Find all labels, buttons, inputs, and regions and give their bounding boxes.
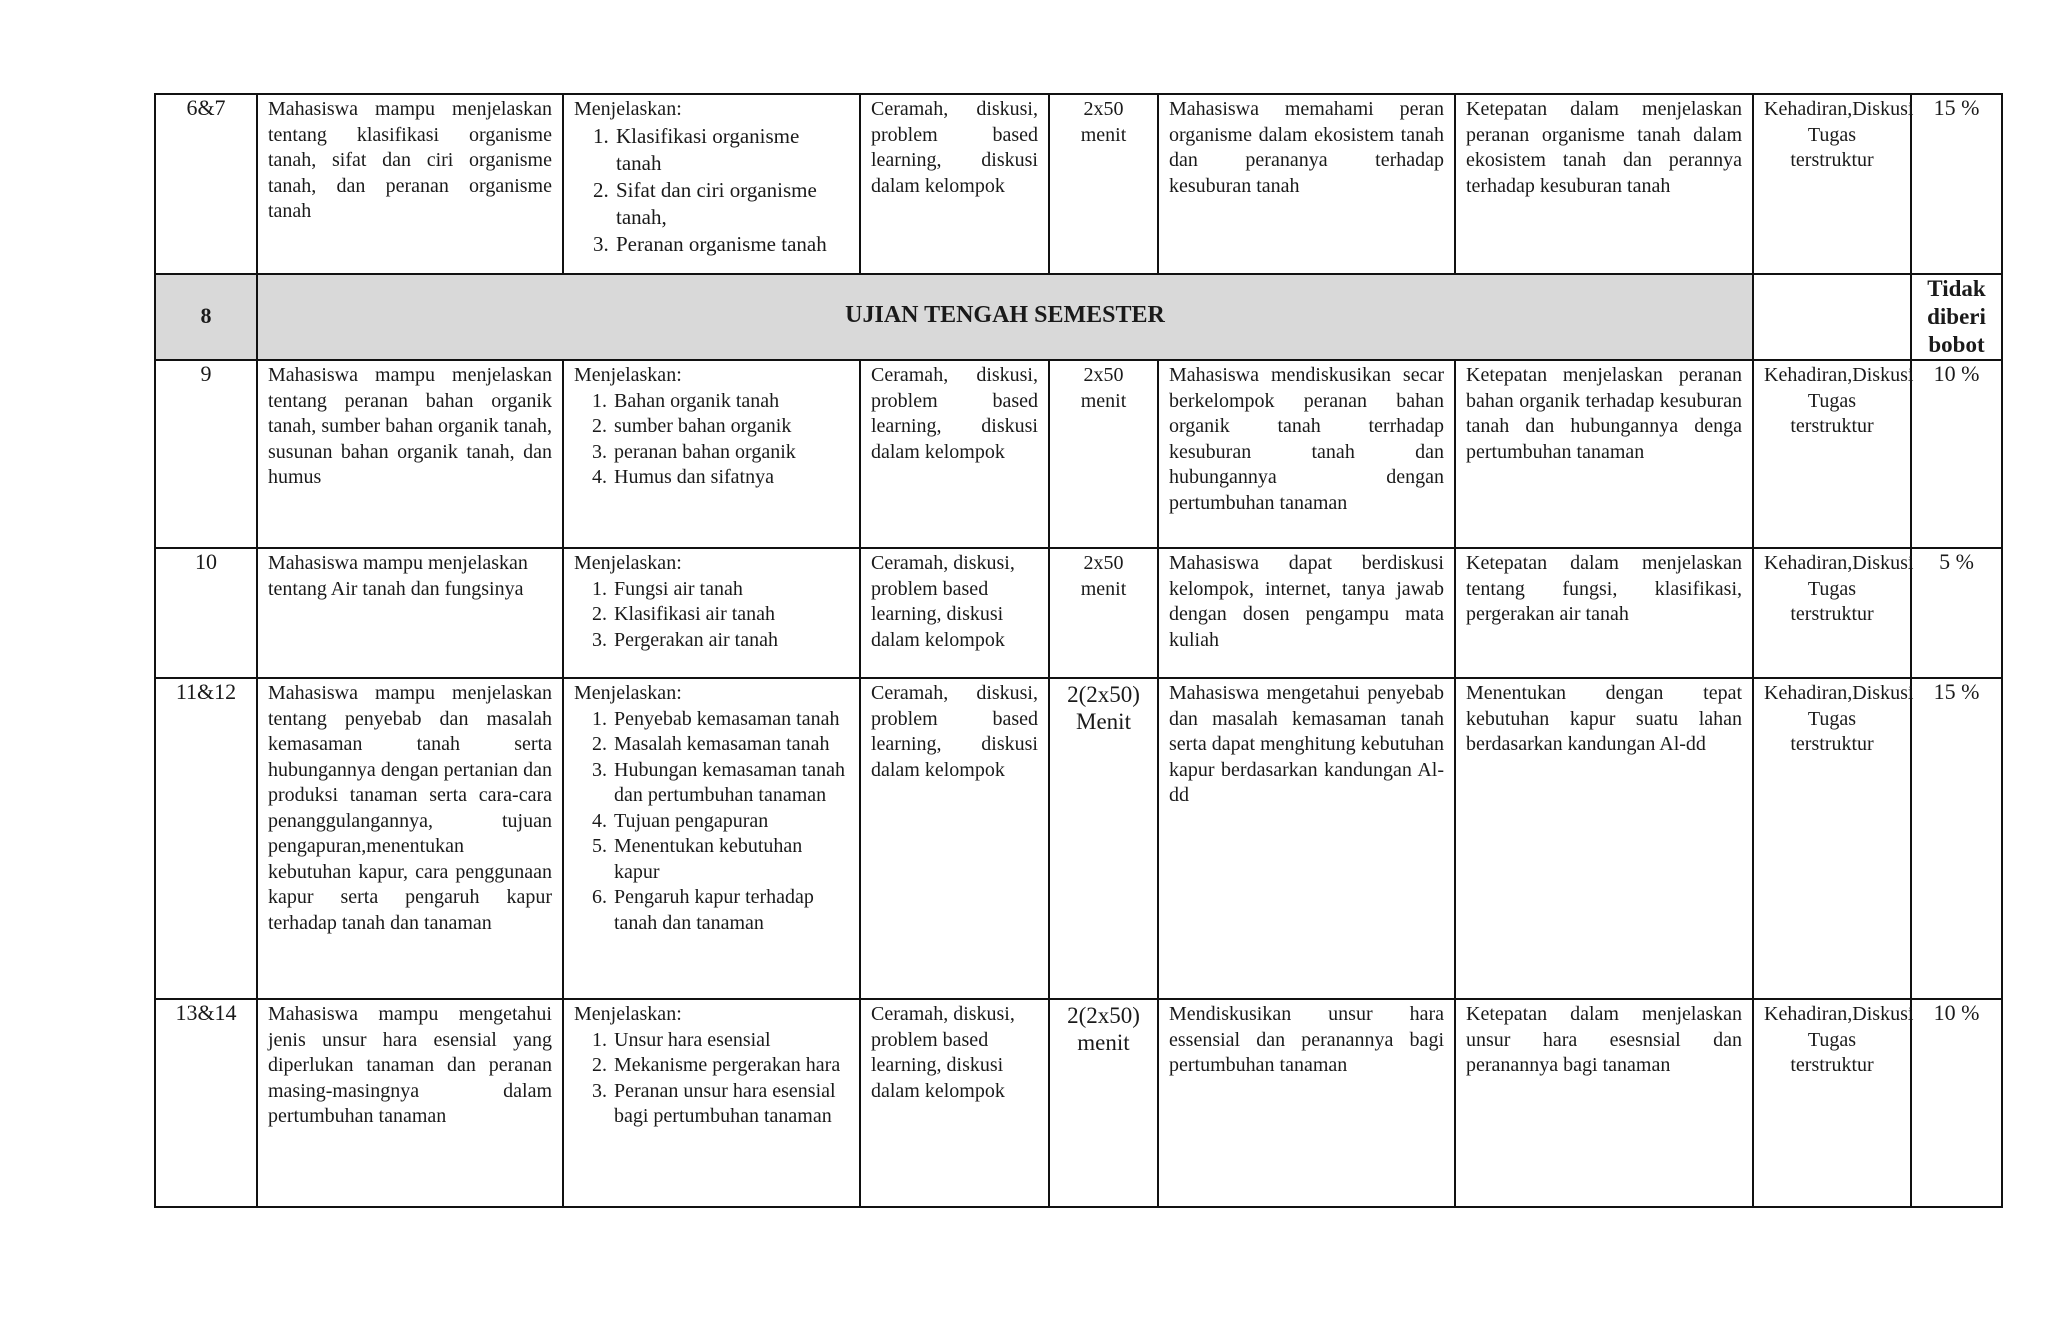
list-item: 3. Peranan organisme tanah: [614, 231, 849, 258]
kriteria-cell: Ketepatan menjelaskan peranan bahan organik terhadap kesuburan tanah dan hubungannya denga pertumbuhan tanaman: [1455, 360, 1753, 548]
materi-list: [574, 1028, 849, 1130]
list-item: 6. Pengaruh kapur terhadap tanah dan tanaman: [612, 885, 849, 936]
metode-cell: Ceramah, diskusi, problem based learning, diskusi dalam kelompok: [860, 94, 1049, 274]
list-item: 3. Pergerakan air tanah: [612, 628, 849, 654]
waktu-cell: 2(2x50) menit: [1049, 999, 1158, 1207]
list-item: 1. Klasifikasi organisme tanah: [614, 123, 849, 177]
list-item: 2. Masalah kemasaman tanah: [612, 732, 849, 758]
week-cell: 9: [155, 360, 257, 548]
materi-cell: [563, 94, 860, 274]
bobot-cell: 5 %: [1911, 548, 2002, 678]
materi-cell: [563, 360, 860, 548]
bobot-cell: 10 %: [1911, 360, 2002, 548]
list-item: 3. Hubungan kemasaman tanah dan pertumbuhan tanaman: [612, 758, 849, 809]
indikator-cell: Kehadiran,Diskusi Tugas terstruktur: [1753, 999, 1911, 1207]
waktu-cell: 2x50 menit: [1049, 94, 1158, 274]
list-item: 3. Peranan unsur hara esensial bagi pertumbuhan tanaman: [612, 1079, 849, 1130]
week-cell: 8: [155, 274, 257, 360]
table-row: [155, 548, 2002, 678]
materi-cell: [563, 999, 860, 1207]
capaian-cell: Mahasiswa mampu menjelaskan tentang klasifikasi organisme tanah, sifat dan ciri organisme tanah, dan peranan organisme tanah: [257, 94, 563, 274]
materi-cell: [563, 548, 860, 678]
week-cell: 10: [155, 548, 257, 678]
capaian-cell: Mahasiswa mampu menjelaskan tentang peranan bahan organik tanah, sumber bahan organik tanah, susunan bahan organik tanah, dan humus: [257, 360, 563, 548]
blank-cell: [1753, 274, 1911, 360]
uts-title: UJIAN TENGAH SEMESTER: [257, 274, 1753, 360]
bobot-cell: Tidak diberi bobot: [1911, 274, 2002, 360]
week-cell: 13&14: [155, 999, 257, 1207]
capaian-cell: Mahasiswa mampu menjelaskan tentang Air tanah dan fungsinya: [257, 548, 563, 678]
uts-row: [155, 274, 2002, 360]
waktu-cell: 2x50 menit: [1049, 548, 1158, 678]
kriteria-cell: Menentukan dengan tepat kebutuhan kapur suatu lahan berdasarkan kandungan Al-dd: [1455, 678, 1753, 999]
table-row: [155, 999, 2002, 1207]
list-item: 1. Penyebab kemasaman tanah: [612, 707, 849, 733]
materi-lead: Menjelaskan:: [574, 364, 682, 386]
pengalaman-cell: Mahasiswa mengetahui penyebab dan masalah kemasaman tanah serta dapat menghitung kebutuhan kapur berdasarkan kandungan Al-dd: [1158, 678, 1455, 999]
list-item: 2. sumber bahan organik: [612, 414, 849, 440]
indikator-cell: Kehadiran,Diskusi Tugas terstruktur: [1753, 94, 1911, 274]
capaian-cell: Mahasiswa mampu mengetahui jenis unsur hara esensial yang diperlukan tanaman dan peranan masing-masingnya dalam pertumbuhan tanaman: [257, 999, 563, 1207]
bobot-cell: 15 %: [1911, 678, 2002, 999]
list-item: 2. Mekanisme pergerakan hara: [612, 1053, 849, 1079]
waktu-cell: 2(2x50) Menit: [1049, 678, 1158, 999]
materi-lead: Menjelaskan:: [574, 98, 682, 120]
metode-cell: Ceramah, diskusi, problem based learning, diskusi dalam kelompok: [860, 999, 1049, 1207]
list-item: 2. Sifat dan ciri organisme tanah,: [614, 177, 849, 231]
pengalaman-cell: Mahasiswa mendiskusikan secar berkelompok peranan bahan organik tanah terrhadap kesuburan tanah dan hubungannya dengan pertumbuhan tanaman: [1158, 360, 1455, 548]
materi-lead: Menjelaskan:: [574, 552, 682, 574]
pengalaman-cell: Mahasiswa dapat berdiskusi kelompok, internet, tanya jawab dengan dosen pengampu mata kuliah: [1158, 548, 1455, 678]
indikator-cell: Kehadiran,Diskusi Tugas terstruktur: [1753, 678, 1911, 999]
table-row: [155, 360, 2002, 548]
list-item: 4. Humus dan sifatnya: [612, 465, 849, 491]
kriteria-cell: Ketepatan dalam menjelaskan tentang fungsi, klasifikasi, pergerakan air tanah: [1455, 548, 1753, 678]
list-item: 4. Tujuan pengapuran: [612, 809, 849, 835]
table-row: [155, 678, 2002, 999]
week-cell: 6&7: [155, 94, 257, 274]
table-row: [155, 94, 2002, 274]
list-item: 1. Unsur hara esensial: [612, 1028, 849, 1054]
pengalaman-cell: Mahasiswa memahami peran organisme dalam ekosistem tanah dan perananya terhadap kesuburan tanah: [1158, 94, 1455, 274]
bobot-cell: 10 %: [1911, 999, 2002, 1207]
list-item: 2. Klasifikasi air tanah: [612, 602, 849, 628]
bobot-cell: 15 %: [1911, 94, 2002, 274]
materi-list: [574, 389, 849, 491]
metode-cell: Ceramah, diskusi, problem based learning, diskusi dalam kelompok: [860, 360, 1049, 548]
materi-cell: [563, 678, 860, 999]
list-item: 1. Bahan organik tanah: [612, 389, 849, 415]
week-cell: 11&12: [155, 678, 257, 999]
indikator-cell: Kehadiran,Diskusi Tugas terstruktur: [1753, 548, 1911, 678]
capaian-cell: Mahasiswa mampu menjelaskan tentang penyebab dan masalah kemasaman tanah serta hubungannya dengan pertanian dan produksi tanaman serta cara-cara penanggulangannya, tujuan pengapuran,menentukan kebutuhan kapur, cara penggunaan kapur serta pengaruh kapur terhadap tanah dan tanaman: [257, 678, 563, 999]
waktu-cell: 2x50 menit: [1049, 360, 1158, 548]
materi-lead: Menjelaskan:: [574, 1003, 682, 1025]
kriteria-cell: Ketepatan dalam menjelaskan peranan organisme tanah dalam ekosistem tanah dan perannya terhadap kesuburan tanah: [1455, 94, 1753, 274]
materi-list: [574, 707, 849, 937]
list-item: 5. Menentukan kebutuhan kapur: [612, 834, 849, 885]
rps-table: [154, 93, 2003, 1208]
materi-lead: Menjelaskan:: [574, 682, 682, 704]
metode-cell: Ceramah, diskusi, problem based learning, diskusi dalam kelompok: [860, 678, 1049, 999]
kriteria-cell: Ketepatan dalam menjelaskan unsur hara esesnsial dan peranannya bagi tanaman: [1455, 999, 1753, 1207]
pengalaman-cell: Mendiskusikan unsur hara essensial dan peranannya bagi pertumbuhan tanaman: [1158, 999, 1455, 1207]
materi-list: [574, 577, 849, 654]
metode-cell: Ceramah, diskusi, problem based learning, diskusi dalam kelompok: [860, 548, 1049, 678]
list-item: 1. Fungsi air tanah: [612, 577, 849, 603]
indikator-cell: Kehadiran,Diskusi Tugas terstruktur: [1753, 360, 1911, 548]
materi-list: [574, 123, 849, 258]
list-item: 3. peranan bahan organik: [612, 440, 849, 466]
